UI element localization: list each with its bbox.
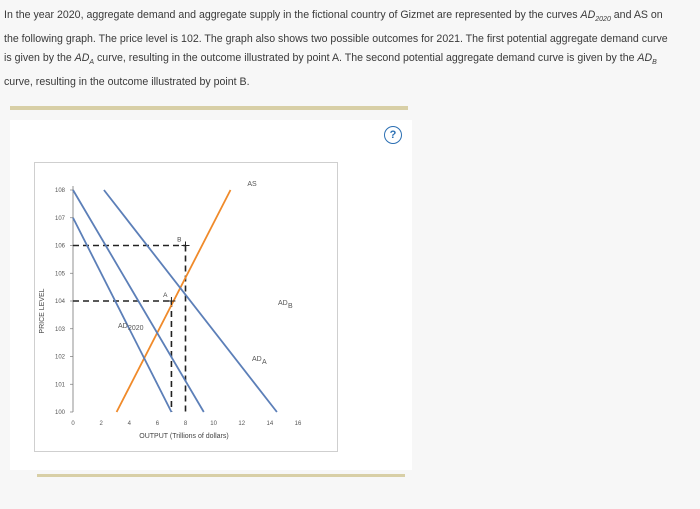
- curve-ad2020: [73, 218, 171, 412]
- y-tick-label: 104: [54, 299, 65, 305]
- question-seg1: In the year 2020, aggregate demand and aggregate supply in the fictional country of Gizmet are represented by the curves: [4, 9, 581, 21]
- adb-sub: B: [652, 59, 657, 67]
- question-seg3: curve, resulting in the outcome illustrated by point A. The second potential aggregate demand curve is given by the: [94, 52, 638, 65]
- y-tick-label: 100: [54, 410, 65, 416]
- point-a-label: A: [163, 292, 168, 299]
- adb-curve-sub: B: [288, 303, 293, 310]
- x-tick-label: 6: [155, 421, 160, 427]
- y-tick-label: 107: [54, 215, 65, 222]
- y-tick-label: 105: [54, 271, 65, 278]
- x-axis-label: OUTPUT (Trillions of dollars): [139, 433, 229, 440]
- ad2020-curve-sub: 2020: [128, 325, 144, 332]
- x-tick-label: 0: [71, 421, 75, 427]
- x-tick-label: 8: [183, 421, 188, 427]
- question-seg4: curve, resulting in the outcome illustrated by point B.: [4, 75, 250, 88]
- ada-curve-sub: A: [262, 359, 267, 366]
- y-axis-label: PRICE LEVEL: [39, 288, 46, 334]
- x-tick-label: 14: [266, 421, 274, 427]
- y-tick-label: 106: [54, 243, 65, 250]
- x-tick-label: 4: [127, 421, 131, 427]
- question-seg2: and AS on the following graph. The price level is 102. The graph also shows two possible outcomes for 2021. The first potential aggregate demand curve is given by the: [4, 9, 668, 65]
- ada-label: AD: [74, 52, 90, 65]
- help-icon[interactable]: ?: [384, 126, 402, 144]
- x-tick-label: 12: [238, 421, 246, 427]
- ada-curve-label: AD: [252, 356, 262, 363]
- ad2020-curve-label: AD: [118, 323, 128, 330]
- curve-adb: [104, 190, 277, 412]
- adb-curve-label: AD: [278, 300, 288, 307]
- bottom-divider: [37, 474, 405, 477]
- ad2020-sub: 2020: [595, 16, 611, 24]
- y-tick-label: 103: [54, 326, 65, 333]
- ad2020-label: AD: [580, 9, 596, 21]
- x-tick-label: 2: [99, 421, 103, 427]
- as-curve-label: AS: [247, 181, 257, 188]
- adb-label: AD: [637, 52, 653, 65]
- curve-ada: [73, 190, 204, 412]
- x-tick-label: 16: [294, 421, 302, 427]
- y-tick-label: 102: [54, 354, 65, 361]
- x-tick-label: 10: [210, 421, 217, 427]
- ada-sub: A: [89, 59, 95, 67]
- y-tick-label: 108: [54, 188, 65, 194]
- y-tick-label: 101: [54, 382, 65, 389]
- point-b-label: B: [177, 236, 182, 244]
